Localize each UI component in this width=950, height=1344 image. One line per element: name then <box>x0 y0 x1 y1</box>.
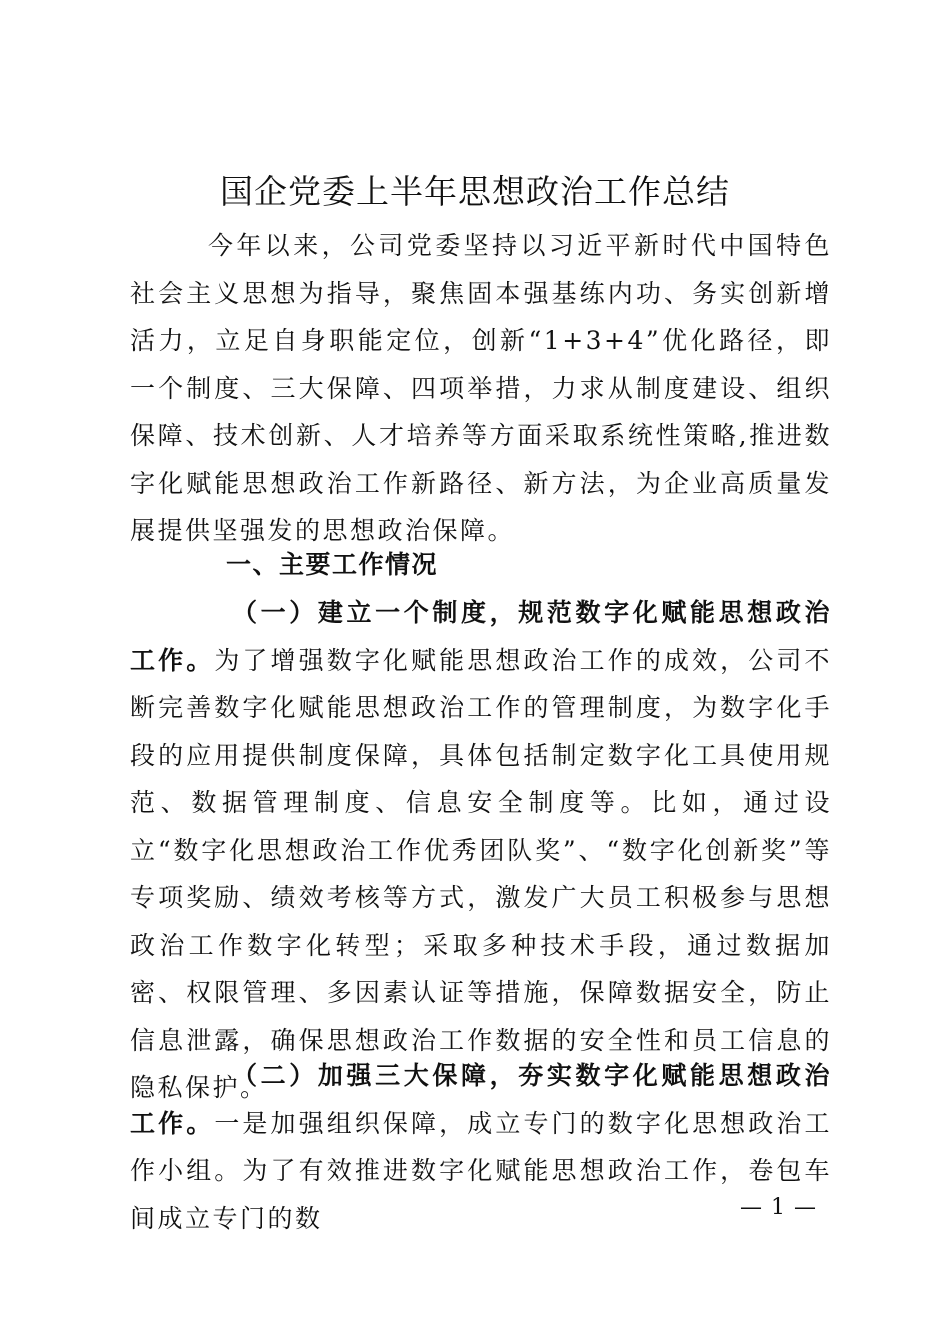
subsection-one-body: 为了增强数字化赋能思想政治工作的成效，公司不断完善数字化赋能思想政治工作的管理制度，为数字化手段的应用提供制度保障，具体包括制定数字化工具使用规范、数据管理制度、信息安全制度等。比如，通过设立“数字化思想政治工作优秀团队奖”、“数字化创新奖”等专项奖励、绩效考核等方式，激发广大员工积极参与思想政治工作数字化转型；采取多种技术手段，通过数据加密、权限管理、多因素认证等措施，保障数据安全，防止信息泄露，确保思想政治工作数据的安全性和员工信息的隐私保护。 <box>130 645 832 1102</box>
subsection-one-paragraph <box>130 589 832 1112</box>
subsection-two-body: 一是加强组织保障，成立专门的数字化思想政治工作小组。为了有效推进数字化赋能思想政治工作，卷包车间成立专门的数 <box>130 1108 832 1233</box>
document-title: 国企党委上半年思想政治工作总结 <box>220 172 730 211</box>
subsection-two-heading: （二）加强三大保障，夯实数字化赋能思想政治工作。 <box>130 1061 832 1138</box>
intro-paragraph: 今年以来，公司党委坚持以习近平新时代中国特色社会主义思想为指导，聚焦固本强基练内功、务实创新增活力，立足自身职能定位，创新“1+3+4”优化路径，即一个制度、三大保障、四项举措，力求从制度建设、组织保障、技术创新、人才培养等方面采取系统性策略,推进数字化赋能思想政治工作新路径、新方法，为企业高质量发展提供坚强发的思想政治保障。 <box>130 231 832 545</box>
section-heading-main-work: 一、主要工作情况 <box>226 550 439 579</box>
page-number: — 1 — <box>740 1195 817 1220</box>
subsection-two-paragraph <box>130 1052 832 1242</box>
subsection-one-heading: （一）建立一个制度，规范数字化赋能思想政治工作。 <box>130 598 832 675</box>
